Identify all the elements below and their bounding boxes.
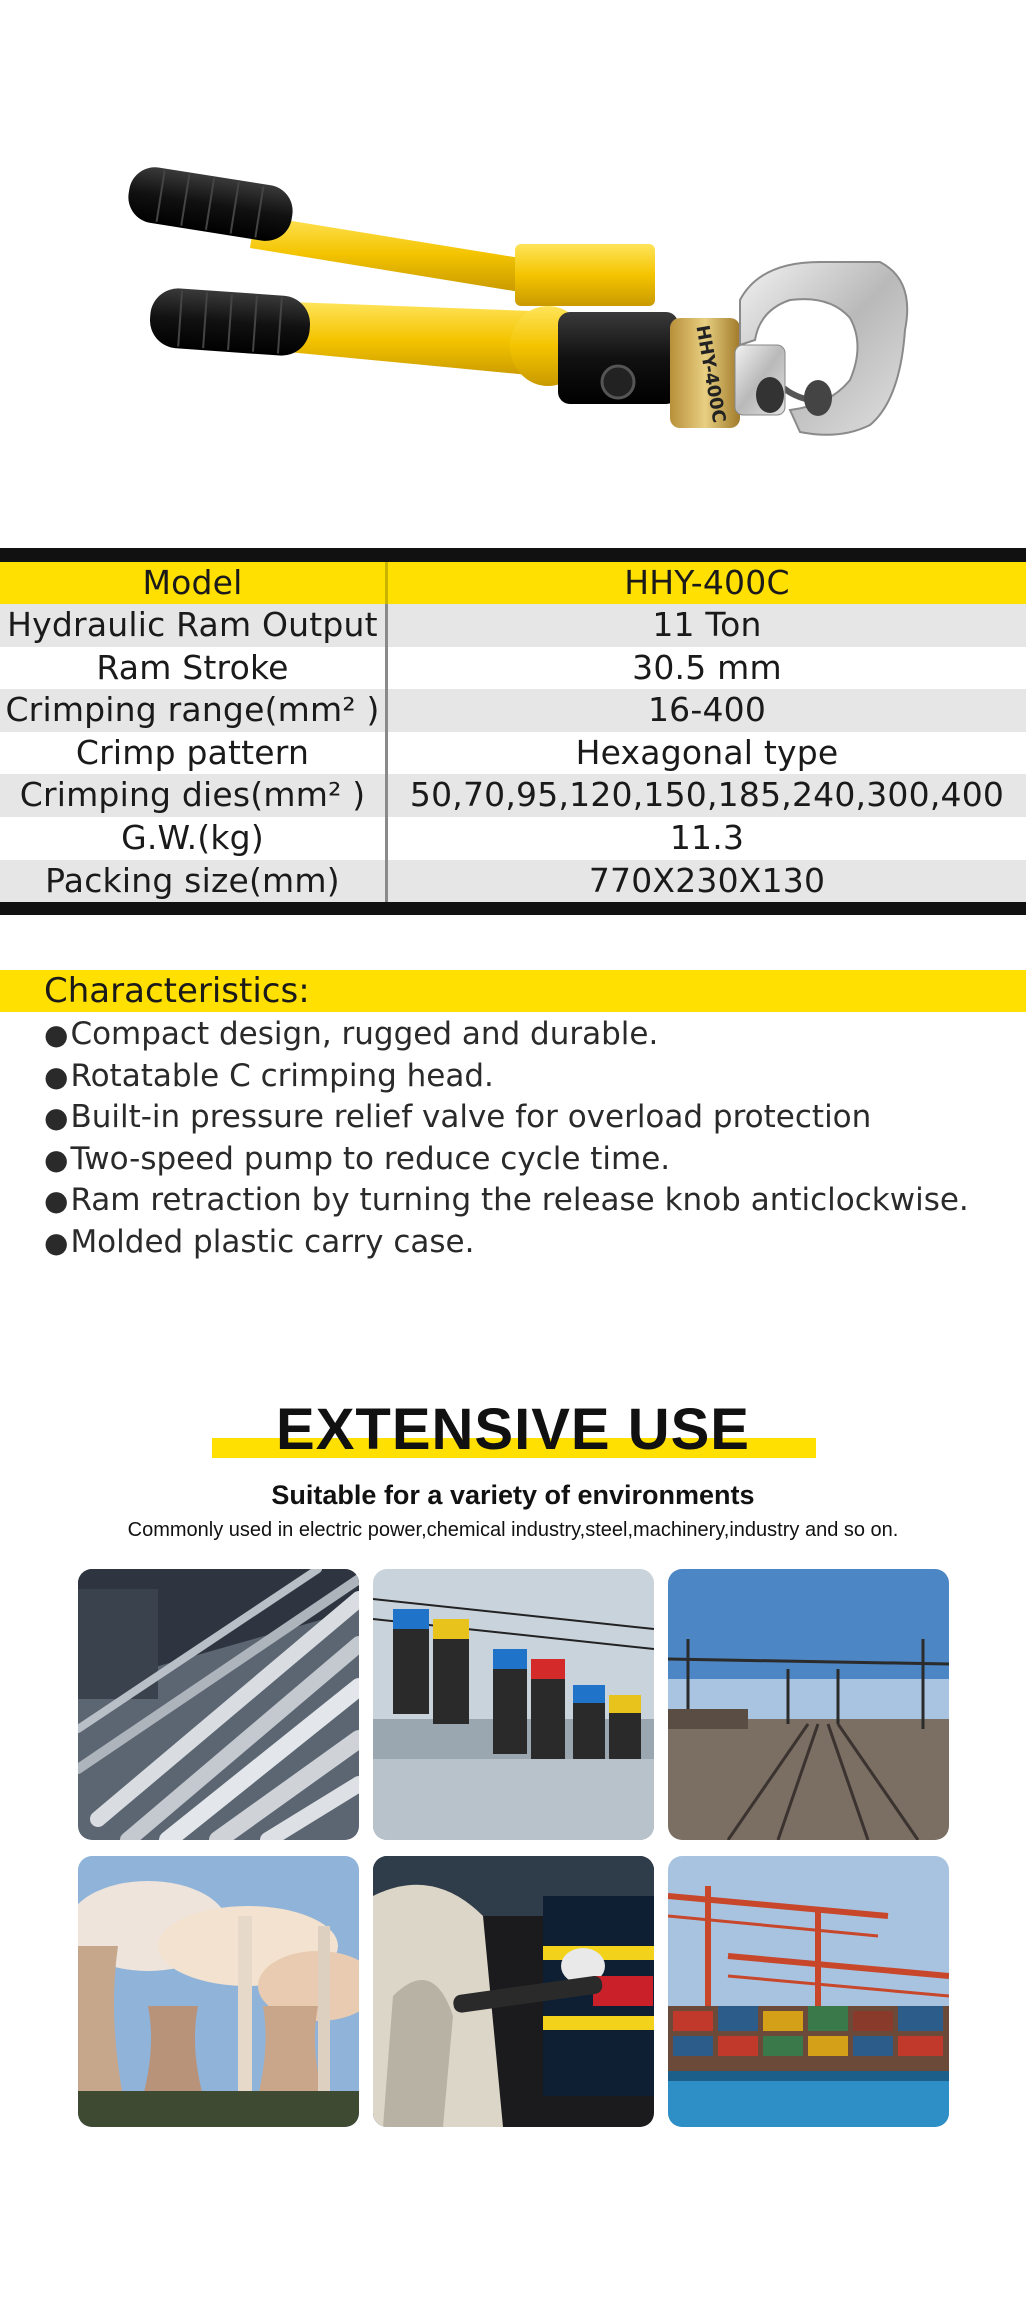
bullet-icon: ● xyxy=(44,1142,69,1176)
row-value: Hexagonal type xyxy=(575,732,839,772)
row-label: Crimping range(mm² ) xyxy=(0,689,388,732)
list-item xyxy=(44,1056,1004,1098)
application-image-worker xyxy=(373,1856,654,2127)
application-image-steel-pipes xyxy=(78,1569,359,1840)
list-item xyxy=(44,1180,1004,1222)
table-header-value: HHY-400C xyxy=(624,563,790,602)
list-item-text: Ram retraction by turning the release knob anticlockwise. xyxy=(70,1182,969,1218)
list-item xyxy=(44,1139,1004,1181)
row-label: Crimp pattern xyxy=(0,732,388,775)
row-value: 11.3 xyxy=(669,817,745,857)
extensive-use-description: Commonly used in electric power,chemical industry,steel,machinery,industry and so on. xyxy=(127,1519,899,1541)
application-image-insulators xyxy=(373,1569,654,1840)
row-label: Crimping dies(mm² ) xyxy=(0,774,388,817)
row-value: 16-400 xyxy=(647,690,767,730)
table-top-bar xyxy=(0,548,1026,562)
table-row xyxy=(0,689,1026,732)
row-value: 30.5 mm xyxy=(632,647,782,687)
bullet-icon: ● xyxy=(44,1101,69,1134)
table-bottom-bar xyxy=(0,902,1026,915)
row-value: 50,70,95,120,150,185,240,300,400 xyxy=(409,775,1005,815)
list-item-text: Built-in pressure relief valve for overload protection xyxy=(70,1099,872,1135)
list-item-text: Two-speed pump to reduce cycle time. xyxy=(70,1140,671,1177)
row-label: Hydraulic Ram Output xyxy=(0,604,388,647)
svg-text:HHY-400C: HHY-400C xyxy=(691,323,730,425)
bullet-icon: ● xyxy=(44,1184,69,1217)
table-row xyxy=(0,774,1026,817)
characteristics-list xyxy=(44,1014,1004,1263)
row-label: Packing size(mm) xyxy=(0,860,388,903)
row-value: 11 Ton xyxy=(652,605,762,644)
table-row xyxy=(0,817,1026,860)
list-item-text: Compact design, rugged and durable. xyxy=(70,1016,659,1052)
bullet-icon: ● xyxy=(44,1018,69,1051)
characteristics-title: Characteristics: xyxy=(0,970,1026,1012)
application-image-cooling-towers xyxy=(78,1856,359,2127)
list-item xyxy=(44,1014,1004,1056)
row-label: Ram Stroke xyxy=(0,647,388,690)
application-image-railway xyxy=(668,1569,949,1840)
row-label: G.W.(kg) xyxy=(0,817,388,860)
table-row xyxy=(0,647,1026,690)
table-header-label: Model xyxy=(0,562,388,604)
list-item-text: Rotatable C crimping head. xyxy=(70,1057,494,1094)
crimping-tool-illustration xyxy=(0,0,1026,548)
extensive-use-subtitle: Suitable for a variety of environments xyxy=(271,1480,755,1510)
row-value: 770X230X130 xyxy=(588,860,826,900)
table-row xyxy=(0,732,1026,775)
table-header-row xyxy=(0,562,1026,604)
extensive-use-title: EXTENSIVE USE xyxy=(276,1397,750,1462)
list-item xyxy=(44,1097,1004,1139)
list-item-text: Molded plastic carry case. xyxy=(70,1223,475,1260)
list-item xyxy=(44,1222,1004,1264)
table-row xyxy=(0,860,1026,903)
bullet-icon: ● xyxy=(44,1225,69,1259)
product-image xyxy=(0,0,1026,548)
application-image-port-cranes xyxy=(668,1856,949,2127)
bullet-icon: ● xyxy=(44,1059,69,1093)
table-row xyxy=(0,604,1026,647)
spec-table xyxy=(0,548,1026,915)
